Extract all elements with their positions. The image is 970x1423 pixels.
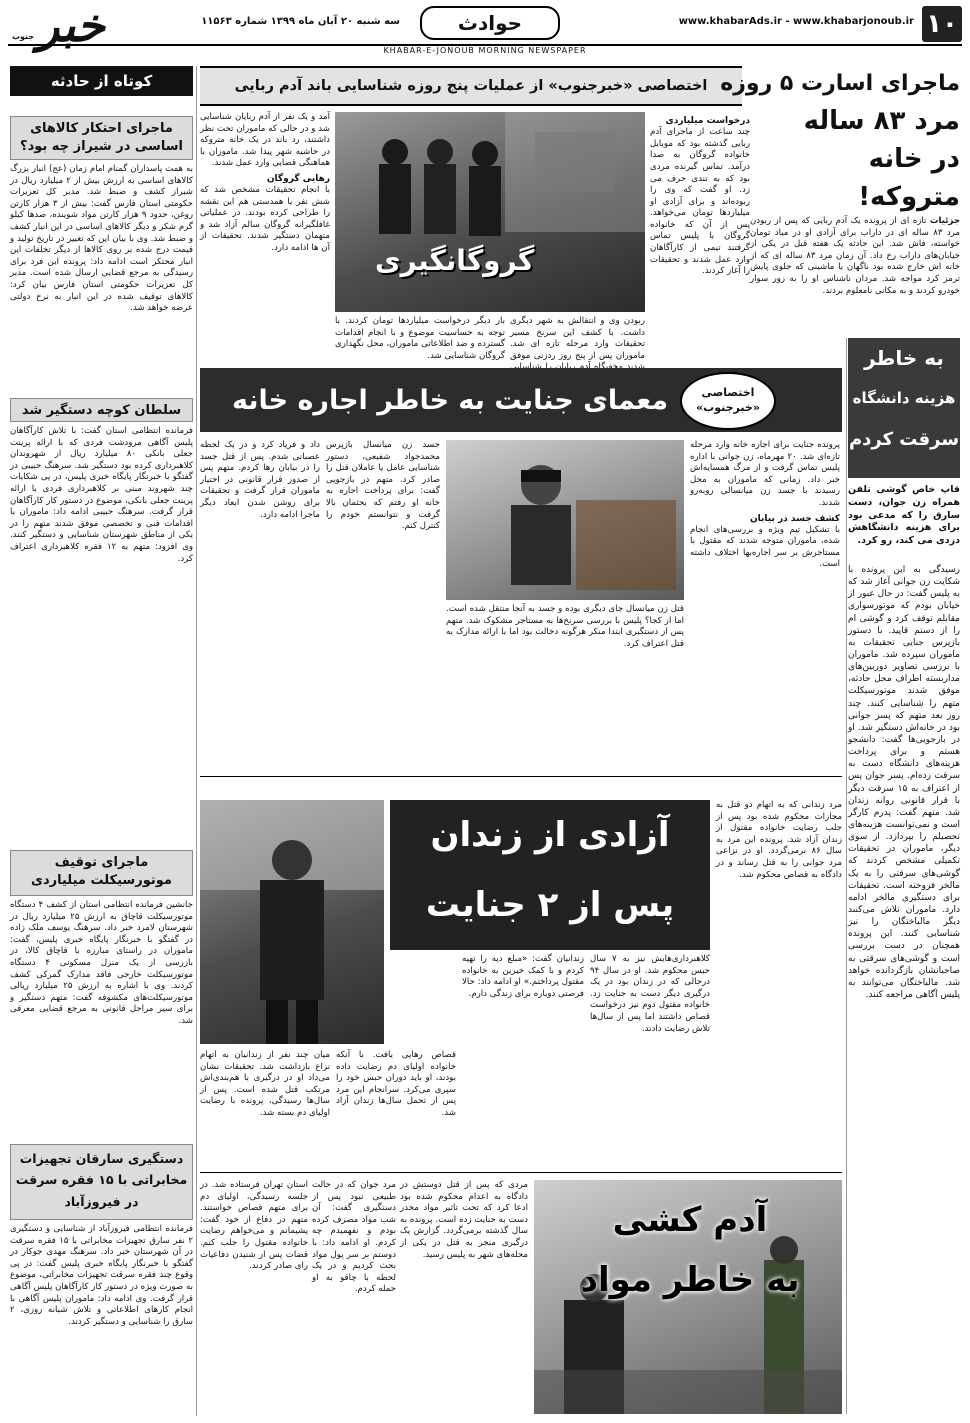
prison-title-line-2: پس از ۲ جنایت: [425, 885, 675, 925]
brief-2-text: فرمانده انتظامی استان گفت: با تلاش کارآگاهان پلیس آگاهی مرودشت فردی که با ارائه پرینت جعلی بانکی ۸۰ میلیارد ریال از شهروندان کلاهبرداری کرده بود دستگیر شد. سرهنگ حبیبی در گفتگو با خبرنگار پایگاه خبری پلیس، در پی شکایات چند شهروند مبنی بر کلاهبرداری فردی با ارائه پرینت جعلی بانکی، موضوع در دستور کار کارآگاهان قرار گرفت. سرهنگ حبیبی ادامه داد: ماموران با اقدامات فنی و تخصصی موفق شدند متهم را در یکی از مناطق شهرستان شناسایی و دستگیر کنند. وی افزود: متهم به ۱۲ فقره کلاهبرداری اعتراف کرد.: [10, 426, 193, 564]
photo-caption: گروگانگیری: [375, 244, 535, 277]
main-col5-sub: رهایی گروگان: [266, 173, 330, 184]
main-col5: [200, 112, 330, 366]
divider-right: [846, 338, 847, 1414]
prison-col1: مرد زندانی که به اتهام دو قتل به مجازات محکوم شده بود پس از جلب رضایت خانواده مقتول از زندان آزاد شد. پرونده این مرد به سال ۸۶ برمی‌گردد. او در نزاعی مرد جوانی را به قتل رساند و در دادگاه به قصاص محکوم شد.: [716, 800, 843, 880]
main-title-line-4: متروکه!: [858, 182, 960, 212]
drugs-col3: استان تهران فرستاده شد. در جلسه رسیدگی، اولیای دم برای متهم قصاص خواستند. متهم در دفاع از خود گفت: پشیمانم و می‌خواهم رضایت خانواده مقتول را جلب کنم. قضات پس از شنیدن دفاعیات رای صادر کردند.: [200, 1180, 308, 1272]
university-title-line-1: به خاطر: [864, 346, 944, 370]
rent-col4: داد و فریاد کرد و در یک لحظه عصبانی شدم. پس از قتل جسد را در بیابان رها کردم. متهم پس از صدور قرار قانونی در اختیار ماموران قرار گرفت و تحقیقات برای روشن شدن ابعاد دیگر ماجرا ادامه دارد.: [200, 440, 320, 520]
drugs-title-box: [560, 1190, 820, 1314]
page-number: ۱۰: [922, 6, 962, 42]
rent-col1-text: پرونده جنایت برای اجاره خانه وارد مرحله تازه‌ای شد. ۲۰ مهرماه، زن جوانی با اداره پلیس تماس گرفت و از مرگ همسایه‌اش خبر داد. زمانی که ماموران به محل رسیدند با جسد زن میانسالی روبه‌رو شدند.: [690, 440, 840, 508]
university-title-line-3: سرقت کردم: [848, 429, 960, 450]
suspect-photo-figure: [446, 440, 684, 600]
main-col2: [650, 112, 750, 358]
rent-col3: جسد زن میانسال بازپرس محمدجواد شفیعی، دستور شناسایی عامل یا عاملان قتل را صادر کرد. متهم در بازجویی گفت: برای پرداخت اجاره به خانه او رفتم که بحثمان بالا گرفت و نتوانستم خودم را کنترل کنم.: [326, 440, 440, 532]
main-title: [720, 66, 960, 216]
prison-bottom-rule: [200, 1172, 842, 1173]
main-kicker: اختصاصی «خبرجنوب» از عملیات پنج روزه شناسایی باند آدم ربایی: [234, 78, 708, 94]
brief-header: [10, 66, 193, 96]
rent-title: معمای جنایت به خاطر اجاره خانه: [231, 385, 669, 416]
main-title-line-1: ماجرای اسارت ۵ روزه: [720, 71, 960, 96]
prison-title-line-1: آزادی از زندان: [430, 815, 670, 855]
drugs-title-line-1: آدم کشی: [612, 1200, 768, 1240]
website-urls[interactable]: www.khabarAds.ir - www.khabarjonoub.ir: [678, 16, 914, 27]
brief-3-title: ماجرای توقیف موتورسیکلت میلیاردی: [10, 850, 193, 896]
rent-col1: [690, 440, 840, 770]
drugs-title-line-2: به خاطر مواد: [580, 1260, 800, 1300]
prisoner-photo-figure: [200, 800, 384, 1044]
logo-small-text: جنوب: [12, 32, 35, 41]
section-title: حوادث: [420, 6, 560, 40]
university-text: رسیدگی به این پرونده با شکایت زن جوانی آغاز شد که به پلیس گفت: در حال عبور از خیابان بودم که موتورسواری مقابلم توقف کرد و گوشی ام را از دستم قاپید. با دستور بازپرس جنایی تحقیقات به ماموران سپرده شد. ماموران با بررسی تصاویر دوربین‌های مداربسته اطراف محل حادثه، موفق شدند موتورسیکلت متهم را شناسایی کنند. چند روز بعد متهم که پسر جوانی بود در خانه‌اش دستگیر شد. او در بازجویی‌ها گفت: دانشجو هستم و برای پرداخت هزینه‌های دانشگاه دست به سرقت زده‌ام. پسر جوان پس از اعتراف به ۱۵ سرقت دیگر با قرار قانونی روانه زندان شد. متهم گفت: پدرم کارگر است و نمی‌توانست هزینه‌های تحصیلم را بپردازد. از سوی دیگر، ماموران در تحقیقات تکمیلی مشخص کردند که گوشی‌های سرقتی را به یک مالخر فروخته است. تحقیقات برای دستگیری مالخر ادامه دارد. ماموران تلاش می‌کنند دیگر مالباختگان را نیز شناسایی کنند. این پرونده همچنان در دست بررسی است و گوشی‌های سرقتی به صاحبانشان بازگردانده خواهد شد. مالباختگان می‌توانند به پلیس آگاهی مراجعه کنند.: [847, 565, 960, 1000]
prison-col4: قصاص رهایی یافت. با آنکه خانواده اولیای دم رضایت داده بودند، او باید دوران حبس خود را سپری می‌کرد. سرانجام این مرد پس از تحمل سال‌ها زندان آزاد شد.: [336, 1050, 456, 1118]
brief-1-text: به همت پاسداران گمنام امام زمان (عج) انبار بزرگ کالاهای اساسی به ارزش بیش از ۲ میلیارد ریال در شیراز کشف و ضبط شد. مدیر کل تعزیرات حکومتی استان فارس گفت: بیش از ۳ هزار کارتن روغن، حدود ۹ هزار کارتن مواد شوینده، صدها کیلو گرم شکر و دیگر کالاهای اساسی در این انبار کشف و ضبط شد. وی با بیان این که تغییر در تاریخ تولید و قیمت درج شده بر روی کالاها از دیگر تخلفات این انبار محتکر است ادامه داد: پرونده این فرد برای رسیدگی به مرجع قضایی ارسال شده است. مدیر کل تعزیرات حکومتی استان فارس بیان کرد: کالاهای توقیف شده در این انبار به نرخ دولتی عرضه خواهد شد.: [10, 164, 194, 314]
brief-1-title: ماجرای احتکار کالاهای اساسی در شیراز چه بود؟: [10, 116, 193, 160]
drugs-col1: مردی که پس از قتل دوستش در دادگاه به اعدام محکوم شده بود ادعا کرد که تحت تاثیر مواد مخدر دست به جنایت زده است. پرونده به سال گذشته برمی‌گردد. گزارش یک درگیری منجر به قتل در یکی از محله‌های شهر به پلیس رسید.: [400, 1180, 528, 1260]
masthead-latin: KHABAR-E-JONOUB MORNING NEWSPAPER: [383, 46, 587, 55]
rent-badge: [680, 372, 776, 430]
prison-col5: میان چند نفر از زندانیان به اتهام نزاع بازداشت شد. تحقیقات نشان می‌داد او در درگیری با هم‌بندی‌اش مرتکب قتل شده است. پس از سال‌ها رسیدگی، پرونده با رضایت اولیای دم بسته شد.: [200, 1050, 330, 1118]
brief-3-text: جانشین فرمانده انتظامی استان از کشف ۴ دستگاه موتورسیکلت قاچاق به ارزش ۲۵ میلیارد ریال در شهرستان لامرد خبر داد. سرهنگ یوسف ملک زاده در گفتگو با خبرنگار پایگاه خبری پلیس، گفت: ماموران در راستای مبارزه با قاچاق کالا، در بازرسی از یک منزل مسکونی ۴ دستگاه موتورسیکلت خارجی فاقد مدارک گمرکی کشف کردند. وی با اشاره به ارزش ۲۵ میلیارد ریالی موتورسیکلت‌های مکشوفه گفت: متهم دستگیر و برای سیر مراحل قانونی به مرجع قضایی معرفی شد.: [10, 900, 194, 1026]
brief-4-title: دستگیری سارقان تجهیزات مخابراتی با ۱۵ فقره سرقت در فیروزآباد: [10, 1144, 193, 1220]
prison-col3: زندانیان گفت: «مبلغ دیه را تهیه کردم و با کمک خیرین به خانواده مقتول پرداختم.» او ادامه داد: حالا فرصتی دوباره برای زندگی دارم.: [462, 954, 584, 999]
main-col2-text: چند ساعت از ماجرای آدم ربایی گذشته بود که موبایل خانواده گروگان به صدا درآمد. تماس گیرنده مردی بود که به تندی حرف می زد. او گفت که وی را ربوده‌اند و برای آزادی او میلیاردها تومان می‌خواهد. پس از آن که خانواده گروگان با پلیس تماس گرفتند تیمی از کارآگاهان وارد عمل شدند و تحقیقات را آغاز کردند.: [650, 127, 750, 277]
main-title-line-3: در خانه: [868, 144, 960, 174]
prison-title-box: [390, 800, 710, 950]
university-title-box: [848, 338, 960, 478]
rent-bottom-rule: [200, 776, 842, 777]
university-lead: قاپ خاص گوشی تلفن همراه زن جوان، دست سارق را که مدعی بود برای هزینه دانشگاهش دزدی می کند، رو کرد.: [848, 484, 960, 547]
rent-col1-sub: کشف جسد در بیابان: [749, 513, 840, 524]
kidnapping-photo: [335, 112, 645, 312]
main-col3: ربودن وی و انتقالش به شهر دیگری داشت. با کشف این سرنخ مسیر تحقیقات وارد مرحله تازه ای شد. ماموران پس از پنج روز ردزنی موفق: [510, 316, 645, 361]
suspect-photo: [446, 440, 684, 600]
main-col1-text: تازه ای از پرونده یک آدم ربایی که پس از ربودن مرد ۸۳ ساله ای در داراب برای آزادی او در میاد تومان خواسته، فاش شد. این حادثه یک هفته قبل در یکی از خیابان‌های داراب رخ داد. آن زمان مرد ۸۳ ساله ای که از خانه اش خارج شده بود ناگهان با ماشینی که جلوی پایش ترمز کرد مواجه شد. مردان ناشناس او را به زور سوار خودرو کردند و به مکانی نامعلوم بردند.: [750, 216, 961, 296]
rent-col1b-text: با تشکیل تیم ویژه و بررسی‌های انجام شده، ماموران متوجه شدند که مقتول با مستاجرش بر سر اجاره‌بها اختلاف داشته است.: [690, 524, 840, 570]
brief-4-text: فرمانده انتظامی فیروزآباد از شناسایی و دستگیری ۲ نفر سارق تجهیزات مخابراتی با ۱۵ فقره سرقت در آن شهرستان خبر داد. سرهنگ مهدی جوکار در گفتگو با خبرنگار پایگاه خبری پلیس گفت: در پی وقوع چند فقره سرقت تجهیزات مخابراتی، موضوع به صورت ویژه در دستور کار کارآگاهان پلیس آگاهی قرار گرفت. وی ادامه داد: ماموران پلیس آگاهی با انجام کارهای اطلاعاتی و تلاش شبانه روزی، ۲ سارق را شناسایی و دستگیر کردند.: [10, 1224, 194, 1327]
issue-date: سه شنبه ۲۰ آبان ماه ۱۳۹۹ شماره ۱۱۵۶۳: [201, 16, 400, 27]
prison-col2: کلاهبرداری‌هایش نیز به ۷ سال حبس محکوم شد. او در سال ۹۴ درحالی که در زندان بود در یک درگیری دیگر دست به جنایت زد. خانواده مقتول دوم نیز درخواست قصاص داشتند اما پس از سال‌ها تلاش رضایت دادند.: [590, 954, 710, 1034]
logo-text: خبر: [37, 0, 105, 52]
divider-left: [196, 66, 197, 1416]
rent-badge-text: اختصاصی «خبرجنوب»: [696, 386, 760, 414]
main-col5-text: آمد و یک نفر از آدم ربایان شناسایی شد و در حالی که ماموران تحت نظر داشتند، رد باند در یک خانه متروکه در حاشیه شهر پیدا شد. ماموران با هماهنگی قضایی وارد عمل شدند.: [200, 112, 330, 169]
prisoner-photo: [200, 800, 384, 1044]
main-intro-label: جزئیات: [929, 216, 961, 226]
main-title-line-2: مرد ۸۳ ساله: [803, 106, 960, 136]
photo-figures: [335, 112, 645, 312]
main-kicker-bar: [200, 66, 742, 106]
main-intro-text: [750, 216, 960, 326]
main-col4: بار دیگر درخواست میلیاردها تومان کردند. با توجه به حساسیت موضوع و با انجام اقدامات گسترده و ضد اطلاعاتی ماموران، محل نگهداری گروگان شناسایی شد.: [335, 316, 505, 361]
drugs-col2: مرد جوان که در حالت طبیعی نبود پس از دستگیری گفت: آن شب مواد مصرف کرده بودم و نفهمیدم چه کردم. او ادامه داد: با دوستم بر سر پول مواد بحث کردیم و در یک لحظه با چاقو به او حمله کردم.: [312, 1180, 396, 1295]
main-col2-sub: درخواست میلیاردی: [665, 116, 750, 126]
rent-col2: قتل زن میانسال جای دیگری بوده و جسد به آنجا منتقل شده است. اما از کجا؟ پلیس با بررسی سرنخ‌ها به مستاجر مشکوک شد. متهم پس از دستگیری ابتدا منکر هرگونه دخالت بود اما با ارائه مدارک به قتل اعتراف کرد.: [446, 604, 684, 649]
university-title-line-2: هزینه دانشگاه: [852, 389, 956, 407]
main-col6-text: با انجام تحقیقات مشخص شد که شش نفر با همدستی هم این نقشه را طراحی کرده بودند. در عملیاتی غافلگیرانه گروگان سالم آزاد شد و متهمان دستگیر شدند. تحقیقات از آن ها ادامه دارد.: [200, 185, 330, 254]
brief-2-title: سلطان کوچه دستگیر شد: [10, 398, 193, 422]
brief-header-text: کوتاه از حادثه: [50, 72, 153, 90]
